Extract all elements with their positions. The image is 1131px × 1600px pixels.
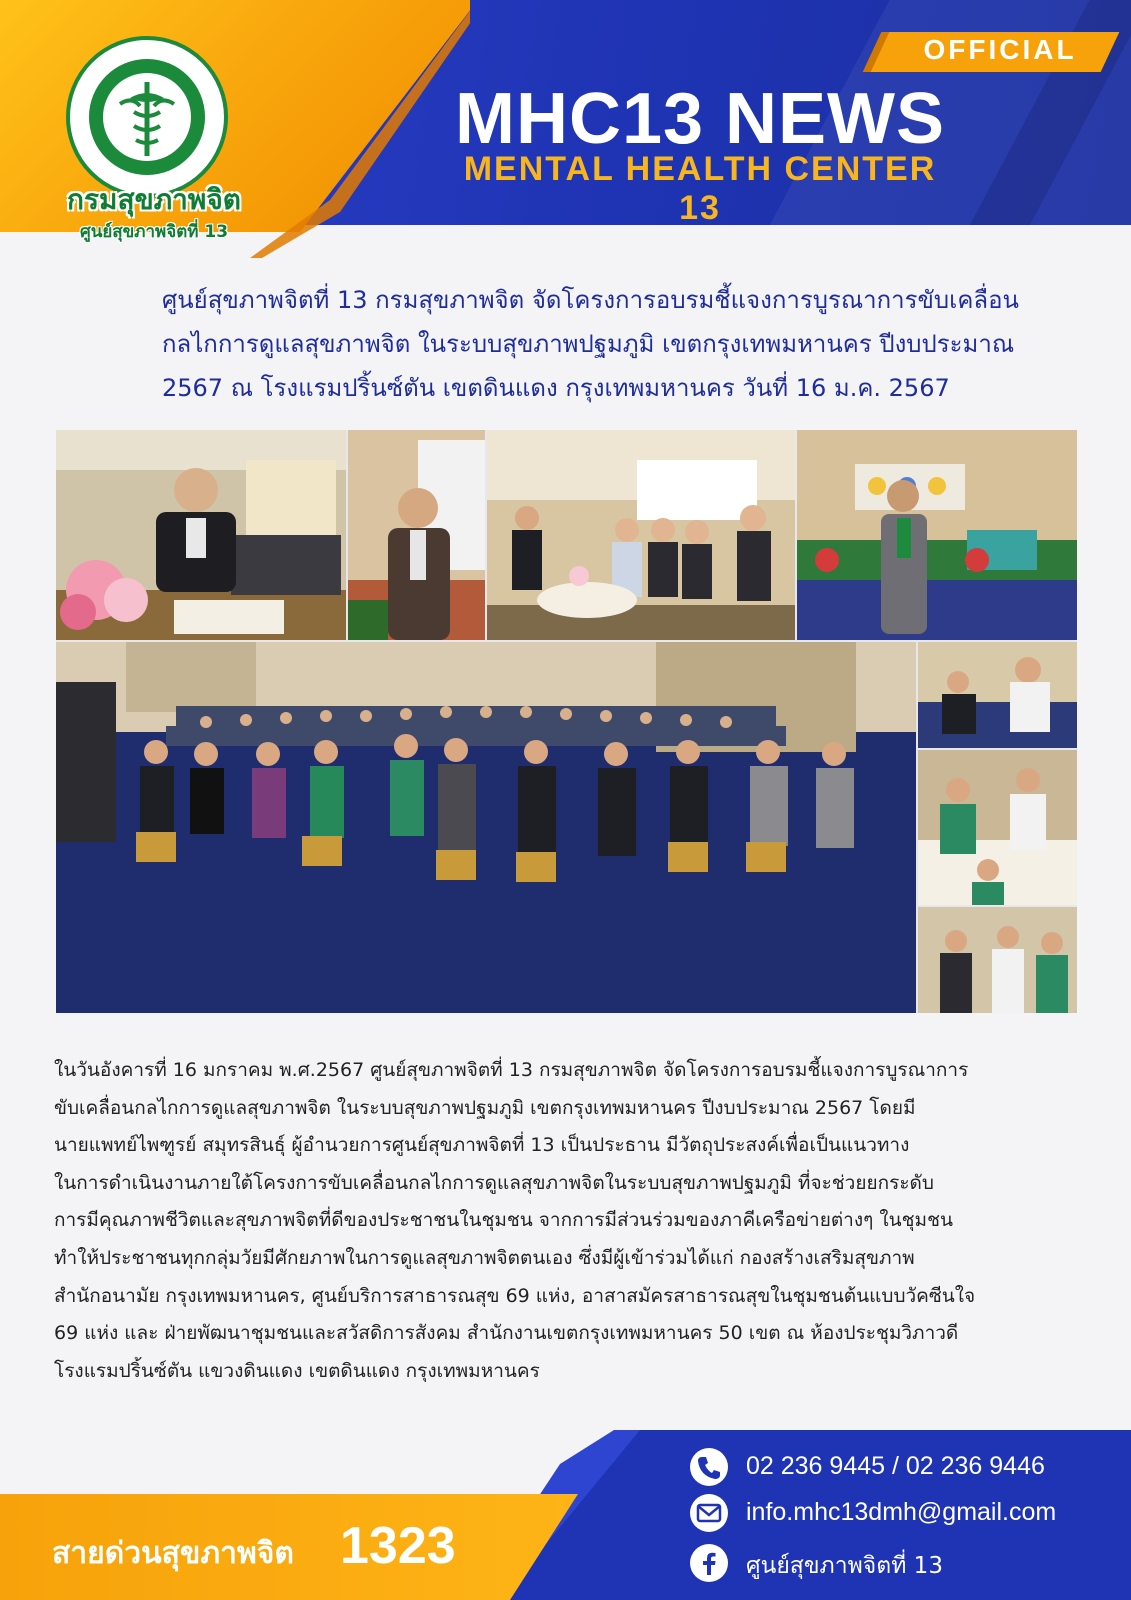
photo-workshop-2 — [918, 750, 1077, 905]
photo-group-audience — [56, 642, 916, 1013]
body-line: นายแพทย์ไพฑูรย์ สมุทรสินธุ์ ผู้อำนวยการศูนย์สุขภาพจิตที่ 13 เป็นประธาน มีวัตถุประสงค์เพื่อเป็นแนวทาง — [54, 1134, 910, 1157]
body-line: ขับเคลื่อนกลไกการดูแลสุขภาพจิต ในระบบสุขภาพปฐมภูมิ เขตกรุงเทพมหานคร ปีงบประมาณ 2567 โดยมี — [54, 1096, 916, 1119]
photo-workshop-3 — [918, 907, 1077, 1013]
body-line: โรงแรมปริ้นซ์ตัน แขวงดินแดง เขตดินแดง กรุงเทพมหานคร — [54, 1359, 540, 1382]
article-body — [54, 1052, 1078, 1390]
body-line: ในการดำเนินงานภายใต้โครงการขับเคลื่อนกลไกการดูแลสุขภาพจิตในระบบสุขภาพปฐมภูมิ ที่จะช่วยยกระดับ — [54, 1171, 934, 1194]
body-line: ทำให้ประชาชนทุกกลุ่มวัยมีศักยภาพในการดูแลสุขภาพจิตตนเอง ซึ่งมีผู้เข้าร่วมได้แก่ กองสร้างเสริมสุขภาพ — [54, 1246, 915, 1269]
news-subtitle: MENTAL HEALTH CENTER 13 — [463, 150, 937, 227]
photo-speaker-mic — [348, 430, 485, 640]
headline-line: 2567 ณ โรงแรมปริ้นซ์ตัน เขตดินแดง กรุงเทพมหานคร วันที่ 16 ม.ค. 2567 — [162, 374, 950, 402]
photo-speaker-stage — [797, 430, 1077, 640]
hotline-number[interactable]: 1323 — [340, 1517, 456, 1575]
body-line: สำนักอนามัย กรุงเทพมหานคร, ศูนย์บริการสาธารณสุข 69 แห่ง, อาสาสมัครสาธารณสุขในชุมชนต้นแบบวัคซีนใจ — [54, 1284, 976, 1307]
headline — [162, 278, 1082, 410]
photo-collage — [56, 430, 1077, 1013]
email-icon — [690, 1494, 728, 1532]
org-subname: ศูนย์สุขภาพจิตที่ 13 — [79, 222, 229, 242]
ministry-logo — [66, 36, 228, 198]
news-title: MHC13 NEWS — [454, 79, 946, 159]
phone-text: 02 236 9445 / 02 236 9446 — [746, 1452, 1045, 1480]
photo-workshop-1 — [918, 642, 1077, 748]
email-text: info.mhc13dmh@gmail.com — [746, 1498, 1057, 1526]
hotline-label: สายด่วนสุขภาพจิต — [52, 1536, 294, 1571]
official-tag-label: OFFICIAL — [923, 34, 1077, 65]
org-name: กรมสุขภาพจิต — [67, 183, 241, 216]
body-line: 69 แห่ง และ ฝ่ายพัฒนาชุมชนและสวัสดิการสังคม สำนักงานเขตกรุงเทพมหานคร 50 เขต ณ ห้องประชุมวิภาวดี — [54, 1322, 959, 1345]
headline-line: ศูนย์สุขภาพจิตที่ 13 กรมสุขภาพจิต จัดโครงการอบรมชี้แจงการบูรณาการขับเคลื่อน — [162, 286, 1019, 314]
headline-line: กลไกการดูแลสุขภาพจิต ในระบบสุขภาพปฐมภูมิ เขตกรุงเทพมหานคร ปีงบประมาณ — [162, 330, 1015, 358]
facebook-text: ศูนย์สุขภาพจิตที่ 13 — [746, 1553, 943, 1579]
body-line: การมีคุณภาพชีวิตและสุขภาพจิตที่ดีของประชาชนในชุมชน จากการมีส่วนร่วมของภาคีเครือข่ายต่างๆ ในชุมชน — [54, 1209, 953, 1232]
facebook-icon — [690, 1544, 728, 1582]
photo-speaker-podium — [56, 430, 346, 640]
body-line: ในวันอังคารที่ 16 มกราคม พ.ศ.2567 ศูนย์สุขภาพจิตที่ 13 กรมสุขภาพจิต จัดโครงการอบรมชี้แจงการบูรณาการ — [54, 1059, 969, 1081]
phone-icon — [690, 1448, 728, 1486]
photo-panel-discussion — [487, 430, 795, 640]
